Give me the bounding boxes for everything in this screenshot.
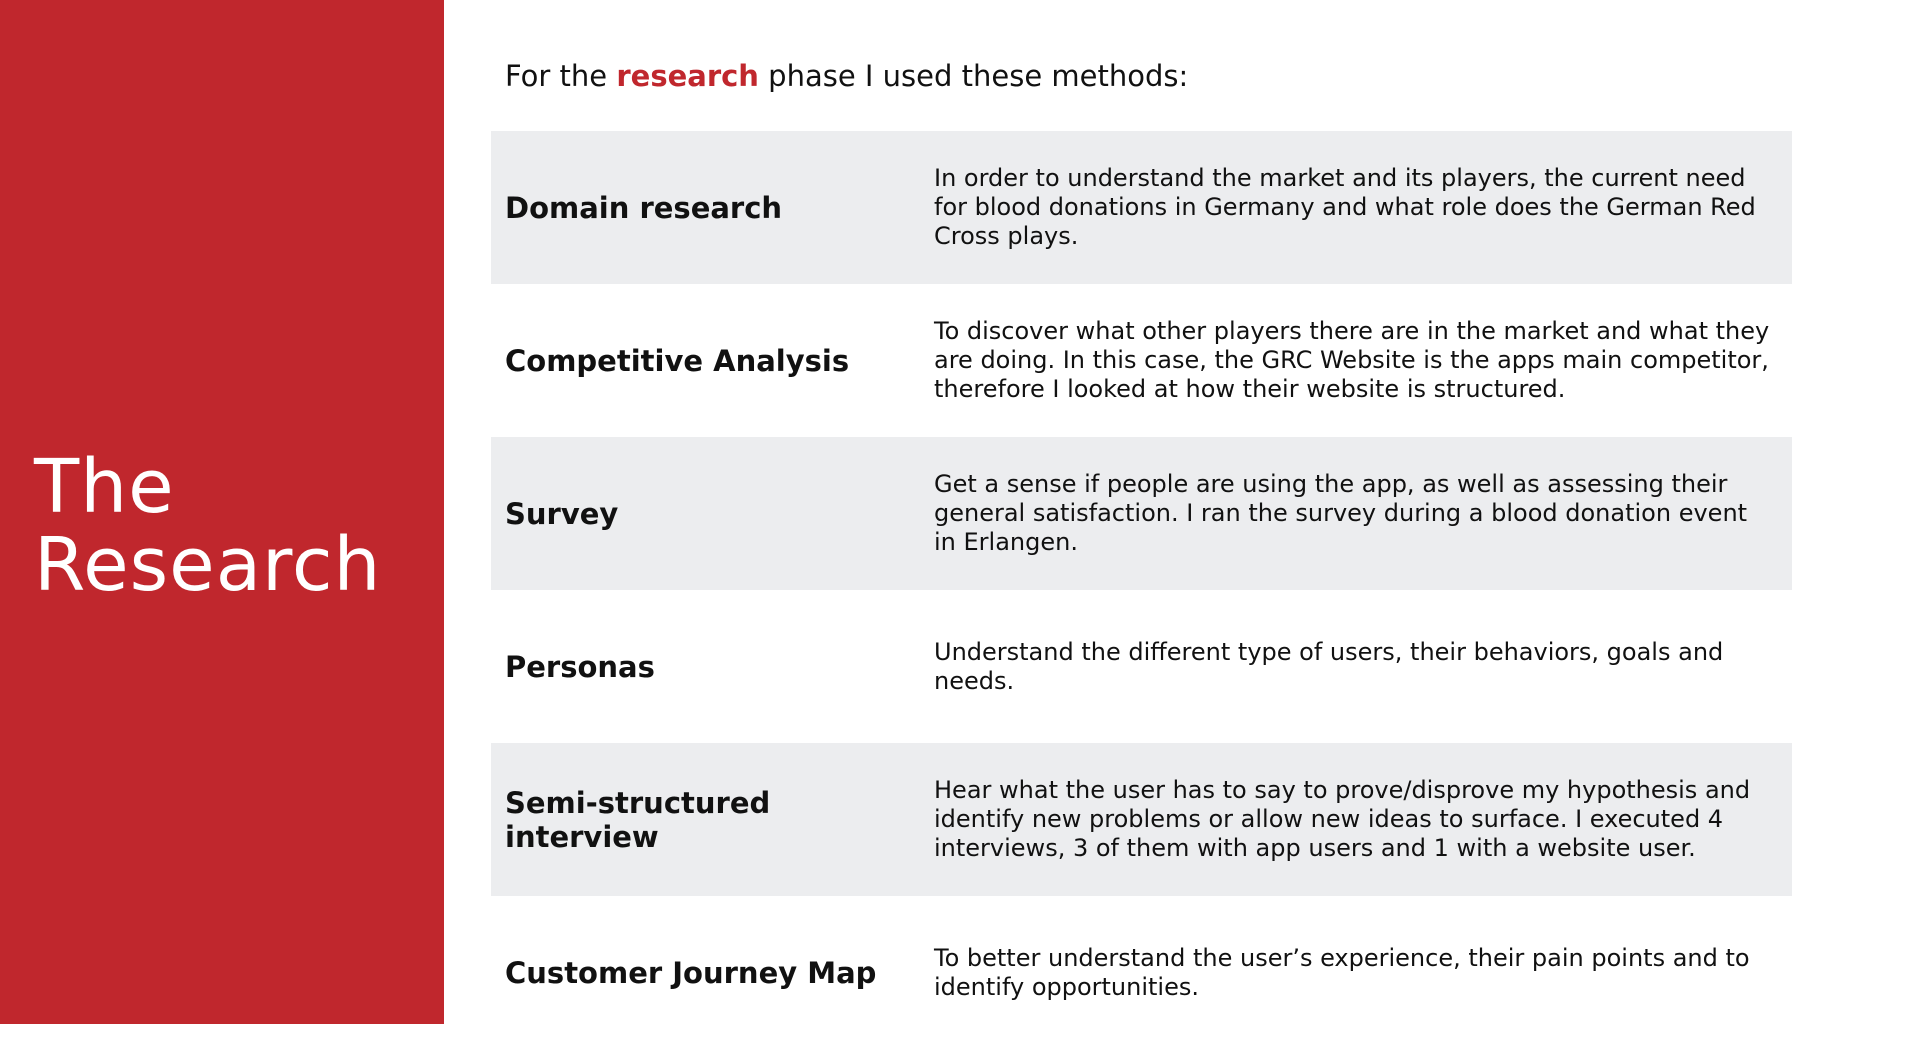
intro-text-after: phase I used these methods: (758, 59, 1189, 93)
method-name: Domain research (505, 190, 783, 225)
method-row (491, 131, 1792, 284)
intro-text-before: For the (505, 59, 617, 93)
method-row (491, 437, 1792, 590)
method-name: Competitive Analysis (505, 343, 850, 378)
method-description: In order to understand the market and its players, the current need for blood donations in Germany and what role does the German Red Cross plays. (934, 164, 1756, 250)
method-name: Semi-structured interview (505, 785, 771, 854)
method-description: To better understand the user’s experience, their pain points and to identify opportunities. (934, 943, 1750, 1001)
method-name: Survey (505, 496, 619, 531)
method-row (491, 743, 1792, 896)
methods-table (491, 131, 1792, 1049)
method-description: Get a sense if people are using the app, as well as assessing their general satisfaction. I ran the survey during a blood donation event in Erlangen. (934, 470, 1748, 556)
page-title (34, 444, 382, 608)
sidebar-panel (0, 0, 444, 1024)
method-row (491, 284, 1792, 437)
method-description: To discover what other players there are in the market and what they are doing. In this case, the GRC Website is the apps main competitor, therefore I looked at how their website is structured. (934, 317, 1770, 403)
page-title-line-2: Research (34, 522, 382, 608)
method-row (491, 590, 1792, 743)
page-title-line-1: The (34, 444, 175, 530)
intro-text (505, 56, 1188, 96)
method-description: Understand the different type of users, their behaviors, goals and needs. (934, 637, 1724, 695)
method-name: Customer Journey Map (505, 955, 877, 990)
method-row (491, 896, 1792, 1049)
method-name: Personas (505, 649, 655, 684)
method-description: Hear what the user has to say to prove/disprove my hypothesis and identify new problems or allow new ideas to surface. I executed 4 interviews, 3 of them with app users and 1 with a website user. (934, 776, 1751, 862)
intro-highlight: research (616, 59, 759, 93)
